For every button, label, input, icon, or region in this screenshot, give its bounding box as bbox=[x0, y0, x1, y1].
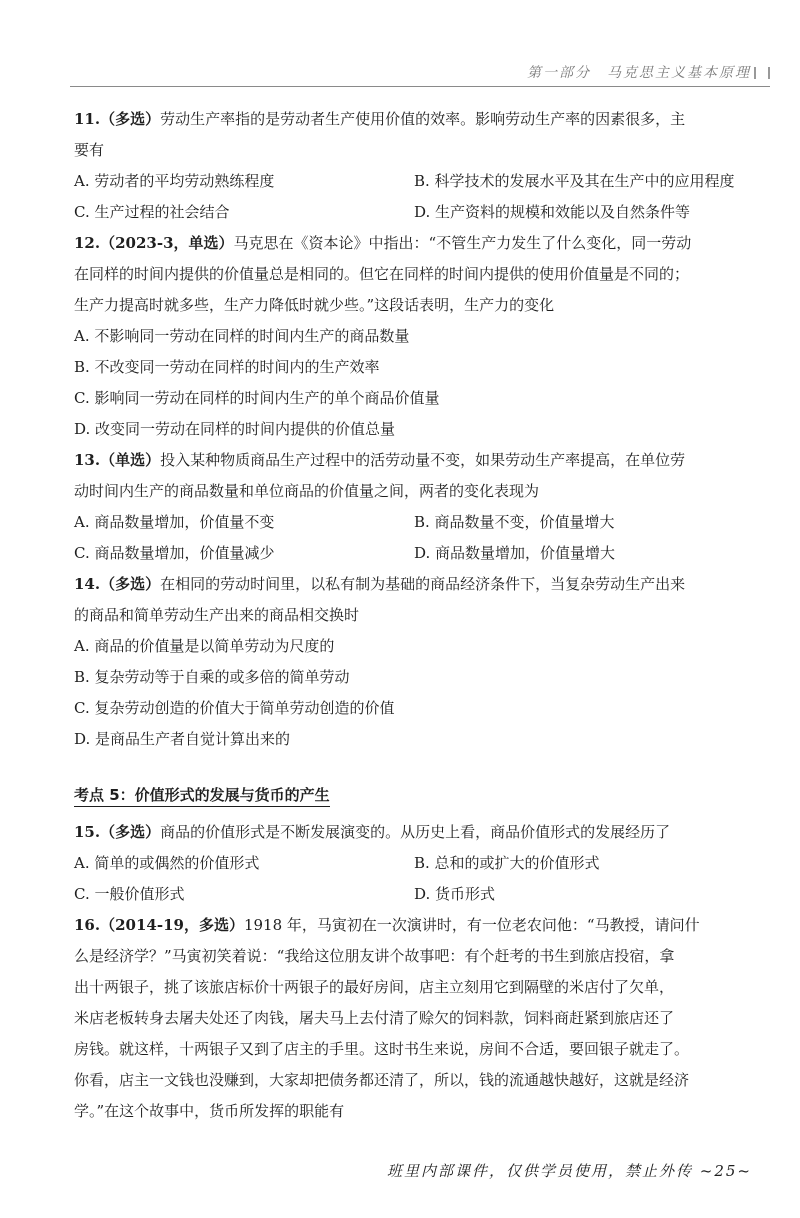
question-14 bbox=[74, 569, 754, 755]
option-d: D. 货币形式 bbox=[414, 885, 496, 903]
question-number: 14. bbox=[74, 575, 101, 593]
option-c: C. 复杂劳动创造的价值大于简单劳动创造的价值 bbox=[74, 699, 395, 717]
option-d: D. 商品数量增加，价值量增大 bbox=[414, 544, 616, 562]
question-text: 么是经济学？”马寅初笑着说：“我给这位朋友讲个故事吧：有个赶考的书生到旅店投宿，拿 bbox=[74, 947, 675, 965]
option-a: A. 简单的或偶然的价值形式 bbox=[74, 854, 260, 872]
question-text: 房钱。就这样，十两银子又到了店主的手里。这时书生来说，房间不合适，要回银子就走了。 bbox=[74, 1040, 690, 1058]
question-tag: （2014-19，多选） bbox=[100, 916, 244, 934]
question-text: 要有 bbox=[74, 141, 105, 159]
section-title: 考点 5：价值形式的发展与货币的产生 bbox=[74, 786, 330, 807]
option-c: C. 生产过程的社会结合 bbox=[74, 203, 230, 221]
option-b: B. 商品数量不变，价值量增大 bbox=[414, 513, 615, 531]
question-15 bbox=[74, 817, 754, 910]
question-text: 在相同的劳动时间里，以私有制为基础的商品经济条件下，当复杂劳动生产出来 bbox=[160, 575, 686, 593]
option-c: C. 一般价值形式 bbox=[74, 885, 185, 903]
question-number: 16. bbox=[74, 916, 101, 934]
question-text: 投入某种物质商品生产过程中的活劳动量不变，如果劳动生产率提高，在单位劳 bbox=[160, 451, 686, 469]
question-12 bbox=[74, 228, 754, 445]
option-a: A. 劳动者的平均劳动熟练程度 bbox=[74, 172, 275, 190]
option-c: C. 影响同一劳动在同样的时间内生产的单个商品价值量 bbox=[74, 389, 440, 407]
option-c: C. 商品数量增加，价值量减少 bbox=[74, 544, 275, 562]
question-16 bbox=[74, 910, 754, 1127]
option-a: A. 不影响同一劳动在同样的时间内生产的商品数量 bbox=[74, 327, 410, 345]
question-number: 12. bbox=[74, 234, 101, 252]
question-text: 动时间内生产的商品数量和单位商品的价值量之间，两者的变化表现为 bbox=[74, 482, 540, 500]
question-text: 出十两银子，挑了该旅店标价十两银子的最好房间，店主立刻用它到隔壁的米店付了欠单， bbox=[74, 978, 675, 996]
question-11 bbox=[74, 104, 754, 228]
option-d: D. 改变同一劳动在同样的时间内提供的价值总量 bbox=[74, 420, 396, 438]
option-d: D. 生产资料的规模和效能以及自然条件等 bbox=[414, 203, 691, 221]
question-number: 13. bbox=[74, 451, 101, 469]
option-b: B. 不改变同一劳动在同样的时间内的生产效率 bbox=[74, 358, 380, 376]
question-tag: （多选） bbox=[100, 575, 161, 593]
option-b: B. 科学技术的发展水平及其在生产中的应用程度 bbox=[414, 172, 735, 190]
question-number: 11. bbox=[74, 110, 101, 128]
question-tag: （2023-3，单选） bbox=[100, 234, 234, 252]
option-d: D. 是商品生产者自觉计算出来的 bbox=[74, 730, 291, 748]
page-header bbox=[70, 62, 770, 87]
page-footer: 班里内部课件，仅供学员使用，禁止外传 ~25~ bbox=[387, 1162, 752, 1180]
question-text: 劳动生产率指的是劳动者生产使用价值的效率。影响劳动生产率的因素很多，主 bbox=[160, 110, 686, 128]
option-a: A. 商品数量增加，价值量不变 bbox=[74, 513, 275, 531]
question-text: 1918 年，马寅初在一次演讲时，有一位老农问他：“马教授，请问什 bbox=[243, 916, 700, 934]
header-text: 第一部分 马克思主义基本原理 bbox=[527, 65, 751, 81]
question-13 bbox=[74, 445, 754, 569]
question-text: 的商品和简单劳动生产出来的商品相交换时 bbox=[74, 606, 360, 624]
option-b: B. 总和的或扩大的价值形式 bbox=[414, 854, 600, 872]
question-tag: （单选） bbox=[100, 451, 161, 469]
option-a: A. 商品的价值量是以简单劳动为尺度的 bbox=[74, 637, 335, 655]
option-b: B. 复杂劳动等于自乘的或多倍的简单劳动 bbox=[74, 668, 350, 686]
section-heading bbox=[74, 781, 754, 809]
question-text: 你看，店主一文钱也没赚到，大家却把债务都还清了，所以，钱的流通越快越好，这就是经济 bbox=[74, 1071, 690, 1089]
question-text: 生产力提高时就多些，生产力降低时就少些。”这段话表明，生产力的变化 bbox=[74, 296, 555, 314]
header-bars-icon bbox=[754, 67, 770, 79]
question-text: 马克思在《资本论》中指出：“不管生产力发生了什么变化，同一劳动 bbox=[233, 234, 692, 252]
question-text: 学。”在这个故事中，货币所发挥的职能有 bbox=[74, 1102, 345, 1120]
question-text: 商品的价值形式是不断发展演变的。从历史上看，商品价值形式的发展经历了 bbox=[160, 823, 671, 841]
question-tag: （多选） bbox=[100, 823, 161, 841]
question-text: 在同样的时间内提供的价值量总是相同的。但它在同样的时间内提供的使用价值量是不同的； bbox=[74, 265, 690, 283]
page-content bbox=[74, 104, 754, 1127]
question-tag: （多选） bbox=[100, 110, 161, 128]
question-text: 米店老板转身去屠夫处还了肉钱，屠夫马上去付清了赊欠的饲料款，饲料商赶紧到旅店还了 bbox=[74, 1009, 675, 1027]
question-number: 15. bbox=[74, 823, 101, 841]
